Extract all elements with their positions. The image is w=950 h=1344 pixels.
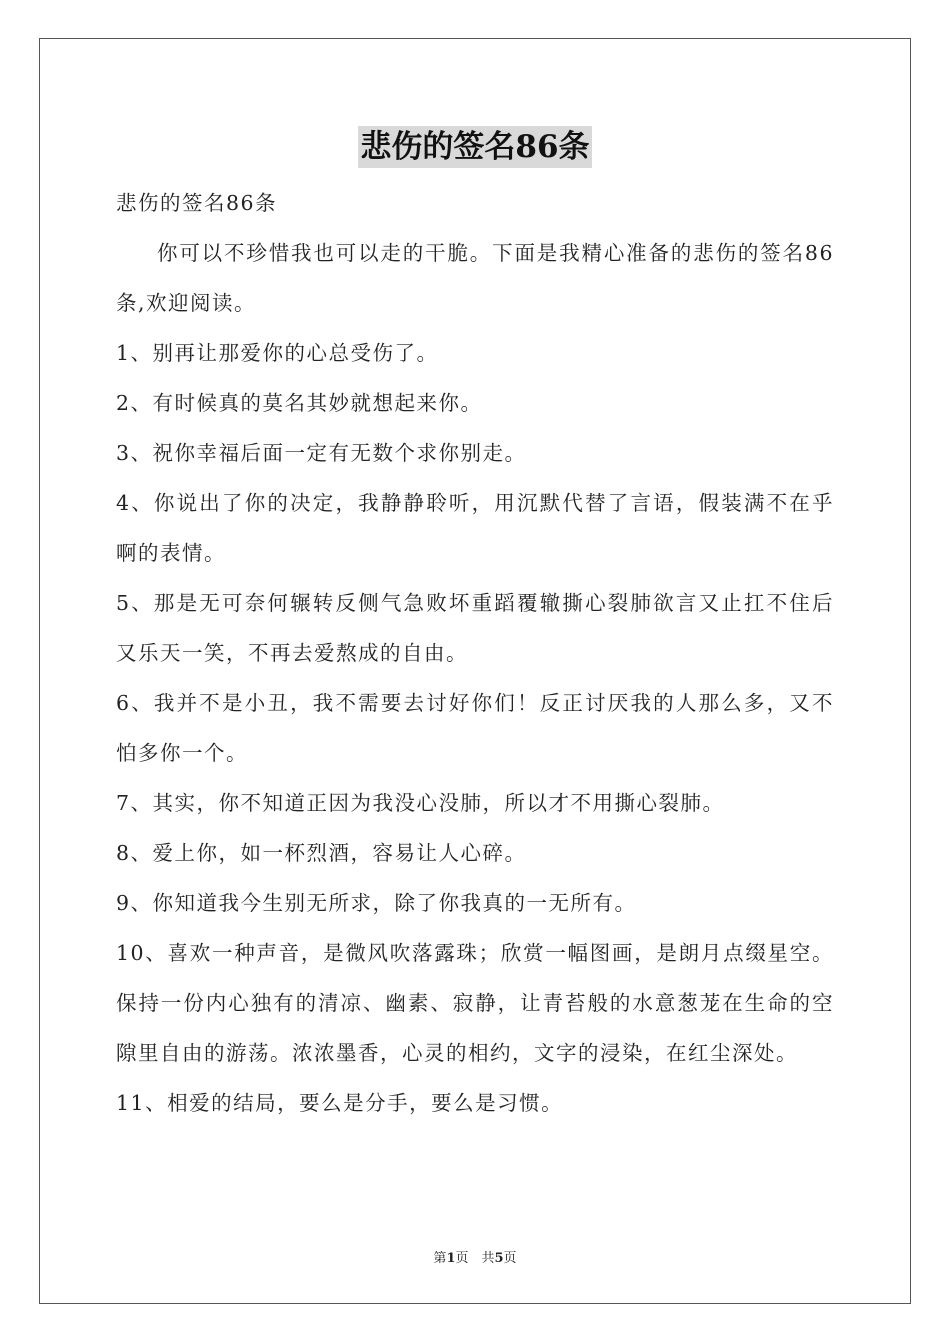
page-footer [0, 1247, 950, 1266]
document-subtitle: 悲伤的签名86条 [116, 191, 278, 215]
document-title: 悲伤的签名86条 [358, 126, 591, 168]
intro-paragraph: 你可以不珍惜我也可以走的干脆。下面是我精心准备的悲伤的签名86条,欢迎阅读。 [116, 241, 834, 315]
title-wrap [0, 126, 950, 168]
list-item: 11、相爱的结局，要么是分手，要么是习惯。 [116, 1091, 564, 1115]
list-item: 10、喜欢一种声音，是微风吹落露珠；欣赏一幅图画，是朗月点缀星空。保持一份内心独有的清凉、幽素、寂静，让青苔般的水意葱茏在生命的空隙里自由的游荡。浓浓墨香，心灵的相约，文字的浸染，在红尘深处。 [116, 941, 834, 1065]
list-item: 7、其实，你不知道正因为我没心没肺，所以才不用撕心裂肺。 [116, 791, 725, 815]
list-item: 8、爱上你，如一杯烈酒，容易让人心碎。 [116, 841, 527, 865]
list-item: 2、有时候真的莫名其妙就想起来你。 [116, 391, 483, 415]
list-item: 9、你知道我今生别无所求，除了你我真的一无所有。 [116, 891, 637, 915]
page-current: 1 [446, 1251, 456, 1266]
list-item: 4、你说出了你的决定，我静静聆听，用沉默代替了言语，假装满不在乎啊的表情。 [116, 491, 834, 565]
document-body [116, 178, 834, 1128]
list-item: 6、我并不是小丑，我不需要去讨好你们！反正讨厌我的人那么多，又不怕多你一个。 [116, 691, 834, 765]
page-label-suffix: 页 [503, 1251, 517, 1266]
page-total: 5 [494, 1251, 504, 1266]
page-label-prefix: 第 [433, 1251, 447, 1266]
list-item: 3、祝你幸福后面一定有无数个求你别走。 [116, 441, 527, 465]
list-item: 1、别再让那爱你的心总受伤了。 [116, 341, 439, 365]
list-item: 5、那是无可奈何辗转反侧气急败坏重蹈覆辙撕心裂肺欲言又止扛不住后又乐天一笑，不再去爱熬成的自由。 [116, 591, 834, 665]
page-label-mid: 页 共 [455, 1251, 495, 1266]
